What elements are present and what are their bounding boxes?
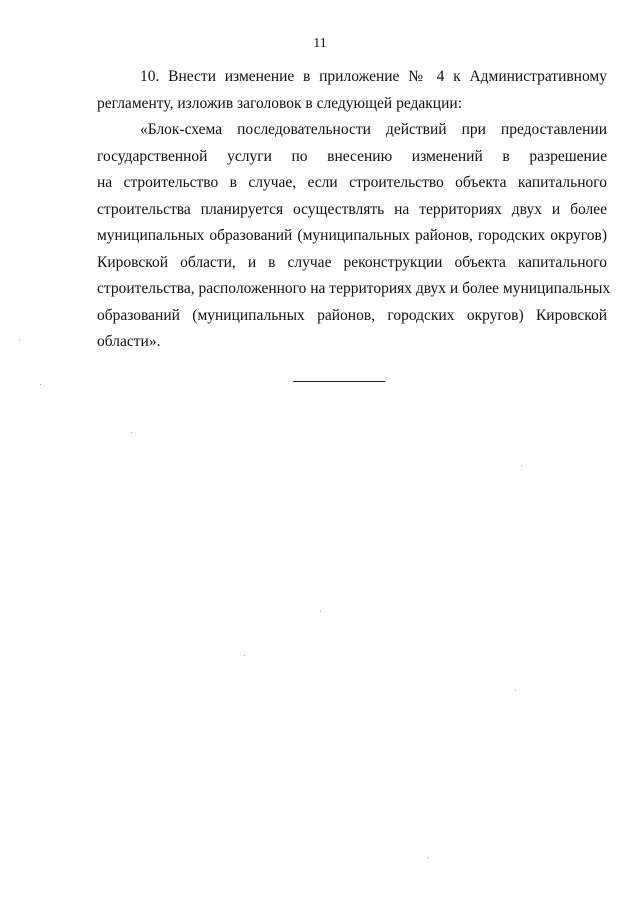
paragraph-2-line-4: строительства планируется осуществлять на территориях двух и более: [97, 200, 607, 218]
paragraph-2-line-3: на строительство в случае, если строительство объекта капитального: [97, 174, 607, 191]
paragraph-2-line-7: строительства, расположенного на территориях двух и более муниципальных: [97, 280, 611, 297]
paragraph-2-line-5: муниципальных образований (муниципальных районов, городских округов): [97, 227, 607, 244]
paragraph-2-line-2: государственной услуги по внесению изменений в разрешение: [97, 147, 607, 165]
scan-speck: [40, 384, 41, 385]
scan-speck: [515, 690, 516, 691]
paragraph-1-line-1: 10. Внести изменение в приложение № 4 к Административному: [140, 68, 607, 85]
scan-speck: [427, 857, 428, 858]
paragraph-2-line-8: образований (муниципальных районов, городских округов) Кировской: [97, 306, 607, 324]
paragraph-2-line-6: Кировской области, и в случае реконструкции объекта капитального: [97, 253, 607, 271]
scan-speck: [131, 432, 132, 433]
scan-speck: [320, 611, 321, 612]
scan-speck: [19, 340, 20, 341]
document-body: [97, 64, 611, 356]
scan-speck: [244, 655, 245, 656]
scan-speck: [521, 465, 522, 466]
paragraph-2-line-1: «Блок-схема последовательности действий при предоставлении: [140, 121, 607, 138]
paragraph-1-line-2: регламенту, изложив заголовок в следующей редакции:: [97, 94, 462, 112]
paragraph-2-line-9: области».: [97, 333, 161, 350]
end-divider: [293, 381, 385, 382]
page-number: 11: [313, 36, 327, 51]
